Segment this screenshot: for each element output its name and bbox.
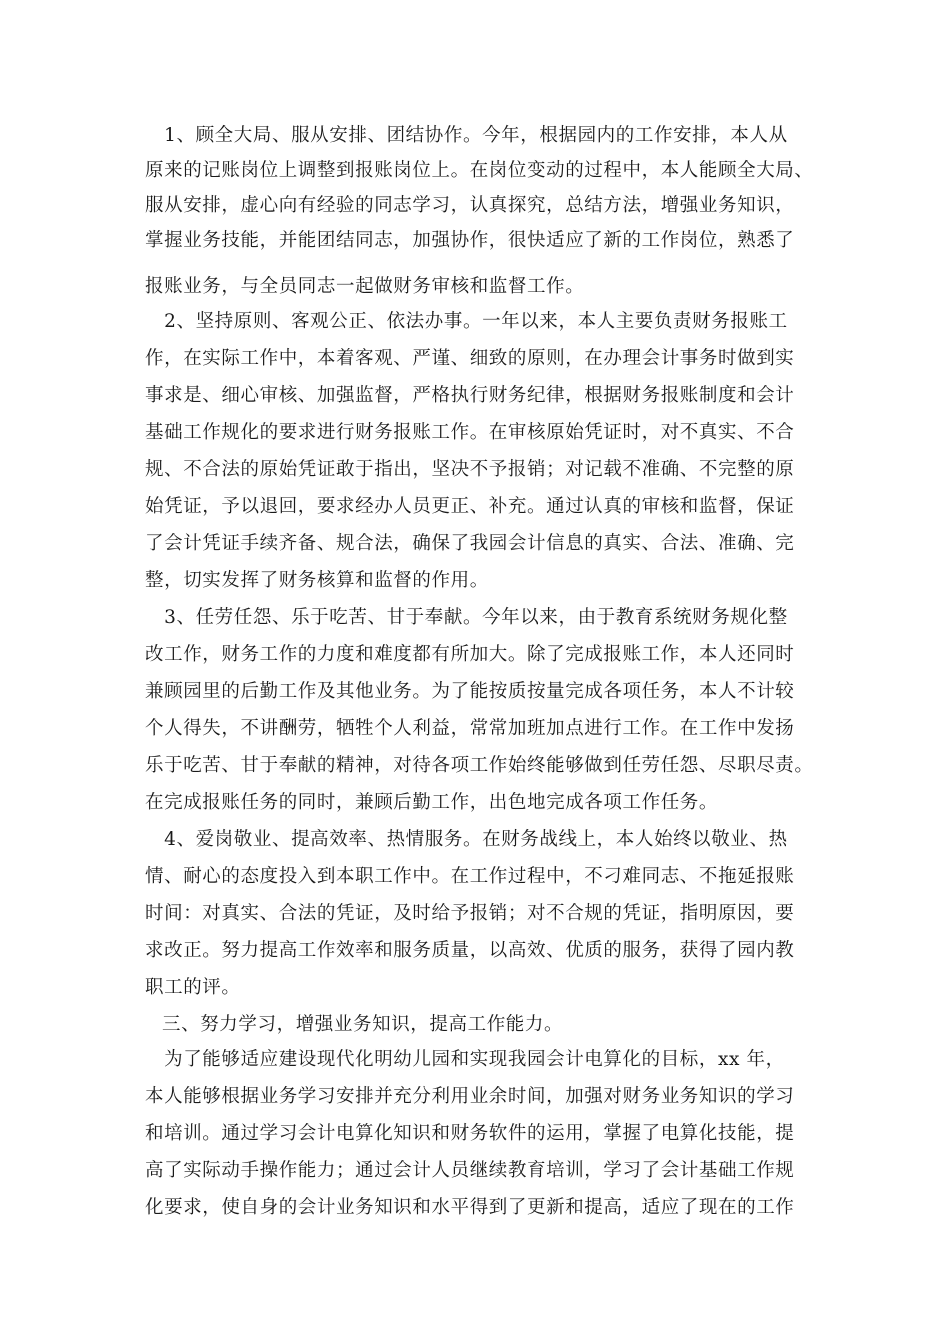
text-line: 作，在实际工作中，本着客观、严谨、细致的原则，在办理会计事务时做到实 xyxy=(145,348,795,369)
text-line: 基础工作规化的要求进行财务报账工作。在审核原始凭证时，对不真实、不合 xyxy=(145,422,795,443)
text-line: 1、顾全大局、服从安排、团结协作。今年，根据园内的工作安排，本人从 xyxy=(145,125,788,146)
text-line: 报账业务，与全员同志一起做财务审核和监督工作。 xyxy=(145,276,585,297)
text-line: 和培训。通过学习会计电算化知识和财务软件的运用，掌握了电算化技能，提 xyxy=(145,1123,795,1144)
section-heading: 三、努力学习，增强业务知识，提高工作能力。 xyxy=(162,1014,564,1035)
text-line: 化要求，使自身的会计业务知识和水平得到了更新和提高，适应了现在的工作 xyxy=(145,1197,795,1218)
text-line: 求改正。努力提高工作效率和服务质量，以高效、优质的服务，获得了园内教 xyxy=(145,940,795,961)
text-line: 个人得失，不讲酬劳，牺牲个人利益，常常加班加点进行工作。在工作中发扬 xyxy=(145,718,795,739)
text-line: 始凭证，予以退回，要求经办人员更正、补充。通过认真的审核和监督，保证 xyxy=(145,496,795,517)
text-line: 职工的评。 xyxy=(145,977,241,998)
text-line: 服从安排，虚心向有经验的同志学习，认真探究，总结方法，增强业务知识， xyxy=(145,195,795,216)
text-line: 兼顾园里的后勤工作及其他业务。为了能按质按量完成各项任务，本人不计较 xyxy=(145,681,795,702)
text-line: 2、坚持原则、客观公正、依法办事。一年以来，本人主要负责财务报账工 xyxy=(145,311,788,332)
text-line: 规、不合法的原始凭证敢于指出，坚决不予报销；对记载不准确、不完整的原 xyxy=(145,459,795,480)
text-line: 在完成报账任务的同时，兼顾后勤工作，出色地完成各项工作任务。 xyxy=(145,792,719,813)
text-line: 高了实际动手操作能力；通过会计人员继续教育培训，学习了会计基础工作规 xyxy=(145,1160,795,1181)
text-line: 本人能够根据业务学习安排并充分利用业余时间，加强对财务业务知识的学习 xyxy=(145,1086,795,1107)
text-line: 整，切实发挥了财务核算和监督的作用。 xyxy=(145,570,489,591)
text-line: 掌握业务技能，并能团结同志，加强协作，很快适应了新的工作岗位，熟悉了 xyxy=(145,230,795,251)
text-line: 4、爱岗敬业、提高效率、热情服务。在财务战线上，本人始终以敬业、热 xyxy=(145,829,788,850)
text-line: 事求是、细心审核、加强监督，严格执行财务纪律，根据财务报账制度和会计 xyxy=(145,385,795,406)
text-line: 情、耐心的态度投入到本职工作中。在工作过程中，不刁难同志、不拖延报账 xyxy=(145,866,795,887)
text-line: 3、任劳任怨、乐于吃苦、甘于奉献。今年以来，由于教育系统财务规化整 xyxy=(145,607,788,628)
text-line: 为了能够适应建设现代化明幼儿园和实现我园会计电算化的目标，xx 年， xyxy=(145,1049,785,1070)
text-line: 改工作，财务工作的力度和难度都有所加大。除了完成报账工作，本人还同时 xyxy=(145,644,795,665)
text-line: 了会计凭证手续齐备、规合法，确保了我园会计信息的真实、合法、准确、完 xyxy=(145,533,795,554)
text-line: 原来的记账岗位上调整到报账岗位上。在岗位变动的过程中，本人能顾全大局、 xyxy=(145,160,814,181)
text-line: 乐于吃苦、甘于奉献的精神，对待各项工作始终能够做到任劳任怨、尽职尽责。 xyxy=(145,755,814,776)
text-line: 时间：对真实、合法的凭证，及时给予报销；对不合规的凭证，指明原因，要 xyxy=(145,903,795,924)
